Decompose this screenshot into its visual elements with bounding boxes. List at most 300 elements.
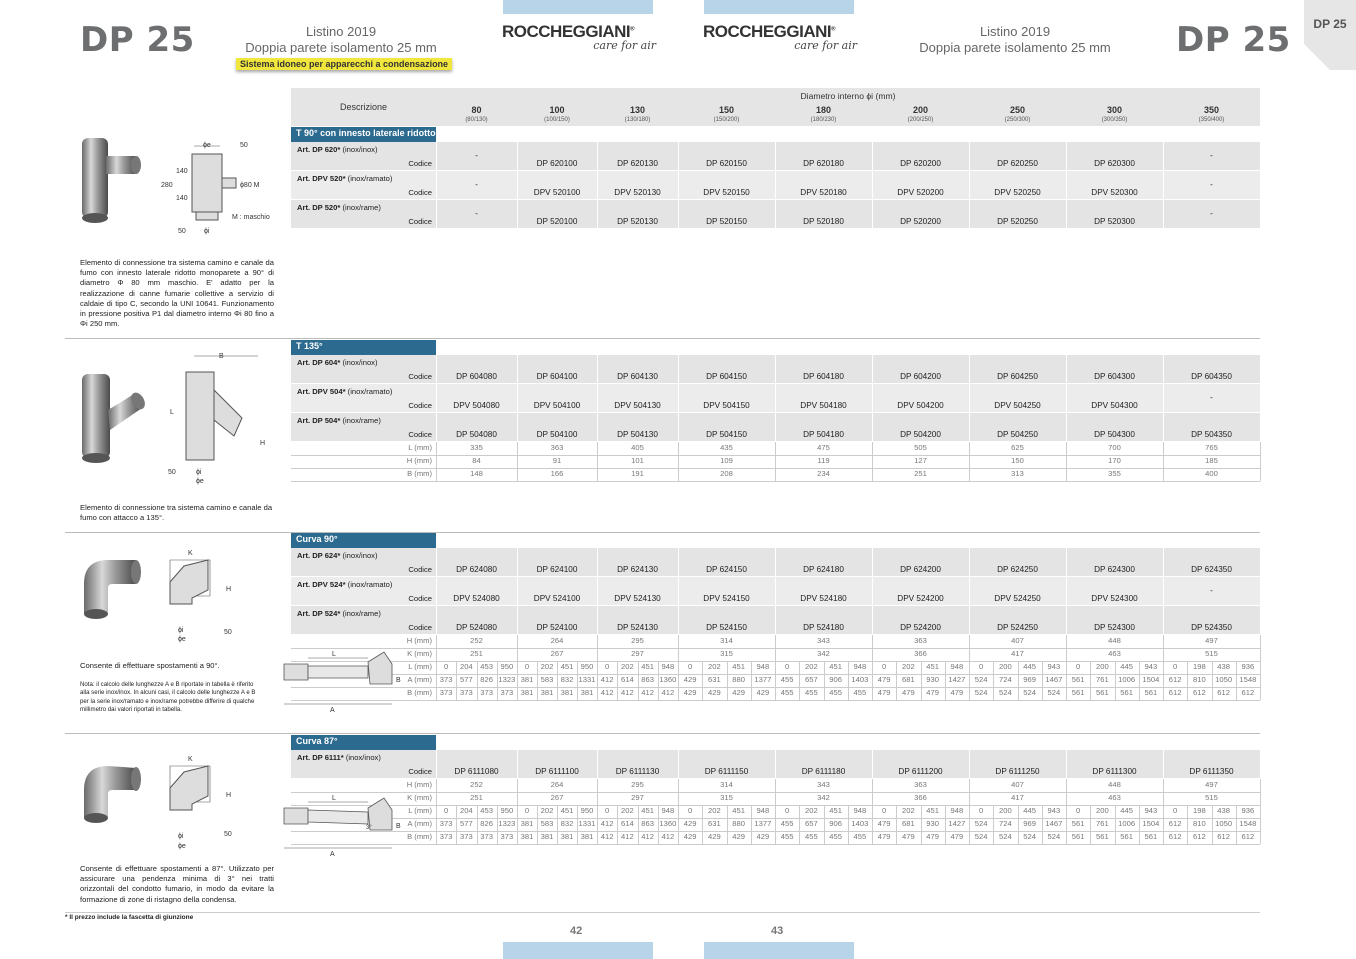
product-code: DP 504130	[617, 430, 658, 439]
dimension-value: 0	[785, 662, 790, 671]
lbl-b: B	[396, 823, 401, 830]
grid-line	[537, 674, 538, 687]
product-code: DPV 524100	[533, 594, 581, 603]
grid-line	[1066, 635, 1067, 648]
product-code: DP 524300	[1094, 623, 1135, 632]
grid-line	[597, 805, 598, 818]
lbl-50: 50	[168, 469, 176, 476]
dimension-value: 681	[902, 819, 915, 828]
dimension-value: 429	[683, 675, 697, 684]
dimension-value: 363	[914, 780, 927, 789]
grid-line	[848, 674, 849, 687]
dimension-value: 445	[1023, 806, 1036, 815]
grid-line	[537, 818, 538, 831]
product-code: DP 524100	[536, 623, 578, 632]
header-size-sub: (100/150)	[544, 117, 570, 123]
product-code: DP 520150	[706, 217, 747, 226]
grid-line	[1018, 661, 1019, 674]
dimension-value: 948	[756, 662, 770, 671]
product-code: -	[475, 209, 478, 218]
dimension-value: 479	[902, 832, 915, 841]
dimension-value: 948	[756, 806, 770, 815]
grid-line	[1236, 818, 1237, 831]
dimension-value: 612	[1217, 688, 1230, 697]
dimension-value: 84	[472, 456, 481, 465]
curva90-drawing	[162, 546, 242, 646]
grid-line	[1066, 648, 1067, 661]
dimension-value: 405	[631, 443, 644, 452]
grid-line	[1212, 831, 1213, 844]
grid-line	[658, 805, 659, 818]
section-3-note: Nota: il calcolo delle lunghezze A e B riportate in tabella è riferito alla serie inox/inox. In alcuni casi, il calcolo delle lunghezze A e B per la serie inox/ramato e inox/rame potrebbe differire di qualche millimetro dai valori riportati in tabella.	[80, 681, 256, 713]
grid-line	[597, 831, 598, 844]
dimension-value: 455	[780, 832, 794, 841]
dimension-value: 1050	[1215, 819, 1233, 828]
product-code: DPV 524250	[994, 594, 1041, 603]
dimension-value: 412	[600, 819, 614, 828]
dimension-value: 412	[621, 832, 634, 841]
dimension-value: 561	[1071, 819, 1085, 828]
lbl-phi-e: ϕe	[178, 843, 186, 850]
grid-line	[848, 818, 849, 831]
lbl-k: K	[188, 756, 193, 763]
grid-line	[436, 687, 437, 700]
article-row	[291, 200, 1260, 228]
dimension-value: 109	[720, 456, 733, 465]
page-title-left: DP 25	[80, 20, 195, 60]
codice-label: Codice	[408, 623, 432, 632]
grid-line	[1236, 687, 1237, 700]
product-code: DP 604080	[456, 372, 497, 381]
grid-line	[617, 818, 618, 831]
grid-line	[969, 831, 970, 844]
product-code: DP 620130	[617, 159, 658, 168]
dimension-value: 251	[470, 793, 483, 802]
dimension-value: 936	[1241, 806, 1255, 815]
corner-tab-shape	[1304, 0, 1356, 70]
product-code: -	[1210, 151, 1213, 160]
column-divider	[436, 171, 437, 199]
grid-line	[577, 687, 578, 700]
section-title-bar: T 90° con innesto laterale ridotto	[291, 127, 436, 142]
dimension-value: 381	[520, 832, 534, 841]
grid-line	[577, 818, 578, 831]
article-label	[297, 551, 378, 560]
dimension-value: 724	[999, 819, 1012, 828]
dimension-value: 524	[974, 819, 988, 828]
grid-line	[824, 818, 825, 831]
grid-line	[799, 818, 800, 831]
header-size-200: 200	[912, 105, 929, 115]
dimension-value: 832	[560, 819, 574, 828]
dimension-value: 1050	[1215, 675, 1233, 684]
lbl-phi80: ϕ80 M	[240, 182, 260, 189]
grid-line	[1018, 805, 1019, 818]
article-label	[297, 580, 392, 589]
column-divider	[436, 750, 437, 778]
dimension-value: 202	[540, 806, 554, 815]
dimension-value: 479	[950, 688, 964, 697]
product-code: DP 6111300	[1092, 767, 1137, 776]
grid-line	[1042, 818, 1043, 831]
grid-line	[993, 805, 994, 818]
grid-line	[751, 674, 752, 687]
grid-line	[497, 805, 498, 818]
lbl-b: B	[219, 353, 224, 360]
article-label	[297, 174, 392, 183]
grid-line	[577, 674, 578, 687]
product-code: DP 6111350	[1189, 767, 1234, 776]
dimension-value: 429	[708, 832, 721, 841]
curva87-photo	[78, 760, 142, 826]
grid-line	[1260, 635, 1261, 648]
grid-line	[1163, 635, 1164, 648]
dimension-value: 202	[621, 806, 634, 815]
grid-line	[1163, 468, 1164, 481]
grid-line	[1163, 779, 1164, 792]
lbl-deg: 3°	[366, 825, 372, 831]
product-code: DPV 520250	[994, 188, 1041, 197]
product-code: DP 6111100	[535, 767, 579, 776]
dimension-value: 950	[500, 662, 514, 671]
dimension-value: 313	[1011, 469, 1024, 478]
dimension-value: 612	[1241, 688, 1255, 697]
product-code: DPV 504130	[614, 401, 661, 410]
grid-line	[1066, 661, 1067, 674]
grid-line	[456, 818, 457, 831]
dimension-value: 863	[641, 819, 654, 828]
grid-line	[1163, 455, 1164, 468]
curva90-photo	[78, 554, 142, 622]
grid-line	[824, 661, 825, 674]
grid-line	[517, 661, 518, 674]
grid-line	[1066, 455, 1067, 468]
grid-line	[497, 674, 498, 687]
dimension-value: 198	[1193, 662, 1206, 671]
codice-label: Codice	[408, 594, 432, 603]
dimension-value: 267	[550, 793, 564, 802]
dimension-value: 463	[1108, 649, 1121, 658]
article-code-name: Art. DP 524*	[297, 609, 341, 618]
grid-line	[436, 792, 437, 805]
dimension-value: 295	[631, 636, 644, 645]
dimension-value: 429	[756, 688, 770, 697]
column-divider	[436, 606, 437, 634]
dimension-value: 810	[1193, 819, 1206, 828]
dimension-value: 438	[1217, 806, 1230, 815]
dimension-value: 906	[829, 819, 842, 828]
dimension-value: 612	[1168, 819, 1182, 828]
grid-line	[969, 674, 970, 687]
dimension-value: 412	[661, 688, 675, 697]
product-code: DP 604200	[900, 372, 941, 381]
grid-line	[872, 779, 873, 792]
grid-line	[1163, 805, 1164, 818]
dimension-value: 451	[926, 662, 939, 671]
product-code: DPV 504200	[897, 401, 944, 410]
dimension-value: 1427	[948, 675, 966, 684]
grid-line	[921, 674, 922, 687]
column-divider	[436, 384, 437, 412]
grid-line	[597, 635, 598, 648]
grid-line	[1115, 687, 1116, 700]
article-label	[297, 387, 392, 396]
header-size-sub: (80/130)	[465, 117, 488, 123]
grid-line	[1187, 661, 1188, 674]
header-size-sub: (130/180)	[624, 117, 651, 123]
grid-line	[896, 831, 897, 844]
dimension-value: 657	[805, 675, 818, 684]
grid-line	[872, 455, 873, 468]
grid-line	[727, 818, 728, 831]
product-code: DP 524250	[997, 623, 1038, 632]
dimension-value: 373	[500, 832, 514, 841]
dimension-value: 429	[683, 688, 697, 697]
grid-line	[1139, 818, 1140, 831]
lbl-h: H	[260, 440, 266, 447]
lbl-phi-i: ϕi	[178, 627, 184, 634]
grid-line	[517, 648, 518, 661]
grid-line	[702, 805, 703, 818]
grid-line	[1042, 687, 1043, 700]
grid-line	[436, 635, 437, 648]
grid-line	[799, 674, 800, 687]
dimension-value: 202	[902, 806, 915, 815]
dimension-value: 479	[877, 688, 891, 697]
dimension-value: 429	[732, 688, 745, 697]
grid-line	[1163, 818, 1164, 831]
dimension-value: 412	[641, 832, 654, 841]
dimension-value: 0	[605, 662, 610, 671]
grid-line	[1115, 661, 1116, 674]
dimension-value: 417	[1011, 793, 1024, 802]
listino-year: Listino 2019	[979, 24, 1051, 39]
grid-line	[872, 661, 873, 674]
dimension-value: 448	[1108, 636, 1121, 645]
brand-tagline: care for air	[794, 39, 857, 52]
grid-line	[799, 805, 800, 818]
product-code: DPV 524080	[453, 594, 500, 603]
grid-line	[993, 687, 994, 700]
dimension-value: 524	[974, 688, 988, 697]
header-size-250: 250	[1009, 105, 1026, 115]
column-divider	[436, 413, 437, 441]
grid-line	[678, 805, 679, 818]
dimension-value: 561	[1071, 688, 1085, 697]
dimension-value: 381	[540, 832, 554, 841]
grid-line	[1018, 674, 1019, 687]
grid-line	[1212, 805, 1213, 818]
grid-line	[678, 468, 679, 481]
t135-drawing	[164, 350, 274, 490]
dimension-label: K (mm)	[407, 649, 432, 658]
product-code: DP 504200	[900, 430, 941, 439]
dimension-value: 948	[853, 806, 867, 815]
grid-line	[1066, 779, 1067, 792]
grid-line	[969, 805, 970, 818]
product-code: DP 520100	[536, 217, 578, 226]
product-code: -	[1210, 180, 1213, 189]
dimension-value: 445	[1120, 806, 1133, 815]
grid-line	[872, 674, 873, 687]
dimension-value: 166	[550, 469, 564, 478]
subdimension-row	[291, 818, 1260, 832]
product-code: DP 604250	[997, 372, 1038, 381]
dimension-value: 127	[914, 456, 927, 465]
grid-line	[702, 818, 703, 831]
dimension-value: 1360	[659, 819, 677, 828]
dimension-value: 148	[470, 469, 483, 478]
grid-line	[517, 687, 518, 700]
section-separator-3	[65, 733, 1260, 734]
grid-line	[921, 818, 922, 831]
article-material: (inox/inox)	[342, 551, 378, 560]
grid-line	[945, 818, 946, 831]
dimension-value: 373	[460, 688, 473, 697]
dimension-value: 930	[926, 675, 939, 684]
grid-line	[557, 674, 558, 687]
product-code: DP 520200	[900, 217, 941, 226]
dimension-value: 252	[470, 636, 483, 645]
article-row	[291, 548, 1260, 576]
product-code: DPV 524200	[897, 594, 944, 603]
dimension-value: 497	[1205, 780, 1218, 789]
grid-line	[678, 455, 679, 468]
grid-line	[702, 831, 703, 844]
dimension-row	[291, 442, 1260, 456]
header-size-130: 130	[629, 105, 646, 115]
dimension-value: 297	[631, 649, 644, 658]
grid-line	[678, 792, 679, 805]
product-code: DP 524150	[706, 623, 747, 632]
header-size-300: 300	[1106, 105, 1123, 115]
article-row	[291, 413, 1260, 441]
product-code: DP 604100	[536, 372, 578, 381]
dimension-value: 451	[560, 662, 574, 671]
lbl-phi-i: ϕi	[196, 469, 202, 476]
dimension-value: 202	[540, 662, 554, 671]
subdimension-row	[291, 687, 1260, 701]
grid-line	[945, 661, 946, 674]
grid-line	[678, 648, 679, 661]
dimension-value: 863	[641, 675, 654, 684]
grid-line	[537, 805, 538, 818]
dimension-value: 1377	[754, 819, 772, 828]
product-code: DP 524350	[1191, 623, 1232, 632]
bottom-accent-bar-left	[503, 942, 653, 959]
dimension-value: 0	[688, 662, 693, 671]
grid-line	[678, 779, 679, 792]
grid-line	[436, 468, 437, 481]
dimension-label: L (mm)	[408, 662, 432, 671]
brand-tagline: care for air	[593, 39, 656, 52]
lbl-phi-i: ϕi	[204, 228, 210, 235]
grid-line	[727, 687, 728, 700]
grid-line	[456, 805, 457, 818]
dimension-value: 524	[999, 688, 1012, 697]
listino-subtitle: Doppia parete isolamento 25 mm	[245, 40, 437, 55]
subdimension-row	[291, 805, 1260, 819]
section-title-bar: Curva 90°	[291, 533, 436, 548]
dimension-value: 453	[480, 806, 493, 815]
product-code: DP 520180	[803, 217, 844, 226]
dimension-value: 880	[732, 819, 745, 828]
article-label	[297, 609, 381, 618]
grid-line	[775, 792, 776, 805]
grid-line	[557, 831, 558, 844]
lbl-phi-e: ϕe	[178, 636, 186, 643]
column-divider	[436, 577, 437, 605]
grid-line	[1139, 687, 1140, 700]
section-separator-1	[65, 338, 1260, 339]
dimension-value: 412	[600, 675, 614, 684]
grid-line	[896, 687, 897, 700]
listino-right	[914, 24, 1116, 56]
dimension-value: 0	[444, 662, 449, 671]
dimension-value: 1467	[1045, 675, 1063, 684]
dimension-value: 407	[1011, 780, 1024, 789]
grid-line	[896, 805, 897, 818]
dimension-value: 479	[902, 688, 915, 697]
dimension-value: 943	[1047, 806, 1061, 815]
grid-line	[517, 442, 518, 455]
grid-line	[993, 831, 994, 844]
bottom-accent-bar-right	[704, 942, 854, 959]
dimension-value: 479	[877, 832, 891, 841]
product-code: DPV 504180	[800, 401, 847, 410]
grid-line	[1260, 818, 1261, 831]
dimension-value: 200	[1096, 662, 1109, 671]
product-code: DPV 504100	[533, 401, 581, 410]
top-accent-bar-left	[503, 0, 653, 14]
dimension-value: 381	[580, 688, 594, 697]
grid-line	[678, 831, 679, 844]
product-code: -	[1210, 586, 1213, 595]
footnote: * Il prezzo include la fascetta di giunzione	[65, 914, 194, 921]
lbl-h: H	[226, 586, 232, 593]
grid-line	[775, 455, 776, 468]
grid-line	[1163, 792, 1164, 805]
grid-line	[436, 805, 437, 818]
dimension-value: 202	[708, 662, 721, 671]
dimension-value: 315	[720, 793, 733, 802]
product-code: DPV 520100	[533, 188, 581, 197]
dimension-value: 381	[520, 688, 534, 697]
dimension-value: 451	[732, 662, 745, 671]
grid-line	[658, 661, 659, 674]
grid-line	[1139, 831, 1140, 844]
header-size-sub: (350/400)	[1198, 117, 1225, 123]
top-accent-bar-right	[704, 0, 854, 14]
listino-year: Listino 2019	[305, 24, 377, 39]
grid-line	[436, 831, 437, 844]
article-code-name: Art. DPV 520*	[297, 174, 346, 183]
grid-line	[638, 818, 639, 831]
dimension-value: 455	[780, 819, 794, 828]
dimension-value: 1427	[948, 819, 966, 828]
lbl-50-top: 50	[240, 142, 248, 149]
grid-line	[517, 818, 518, 831]
dimension-value: 438	[1217, 662, 1230, 671]
dimension-value: 200	[1096, 806, 1109, 815]
grid-line	[497, 661, 498, 674]
grid-line	[456, 661, 457, 674]
grid-line	[617, 805, 618, 818]
dimension-row	[291, 468, 1260, 482]
product-code: -	[475, 151, 478, 160]
grid-line	[1139, 674, 1140, 687]
dimension-label: H (mm)	[406, 780, 432, 789]
